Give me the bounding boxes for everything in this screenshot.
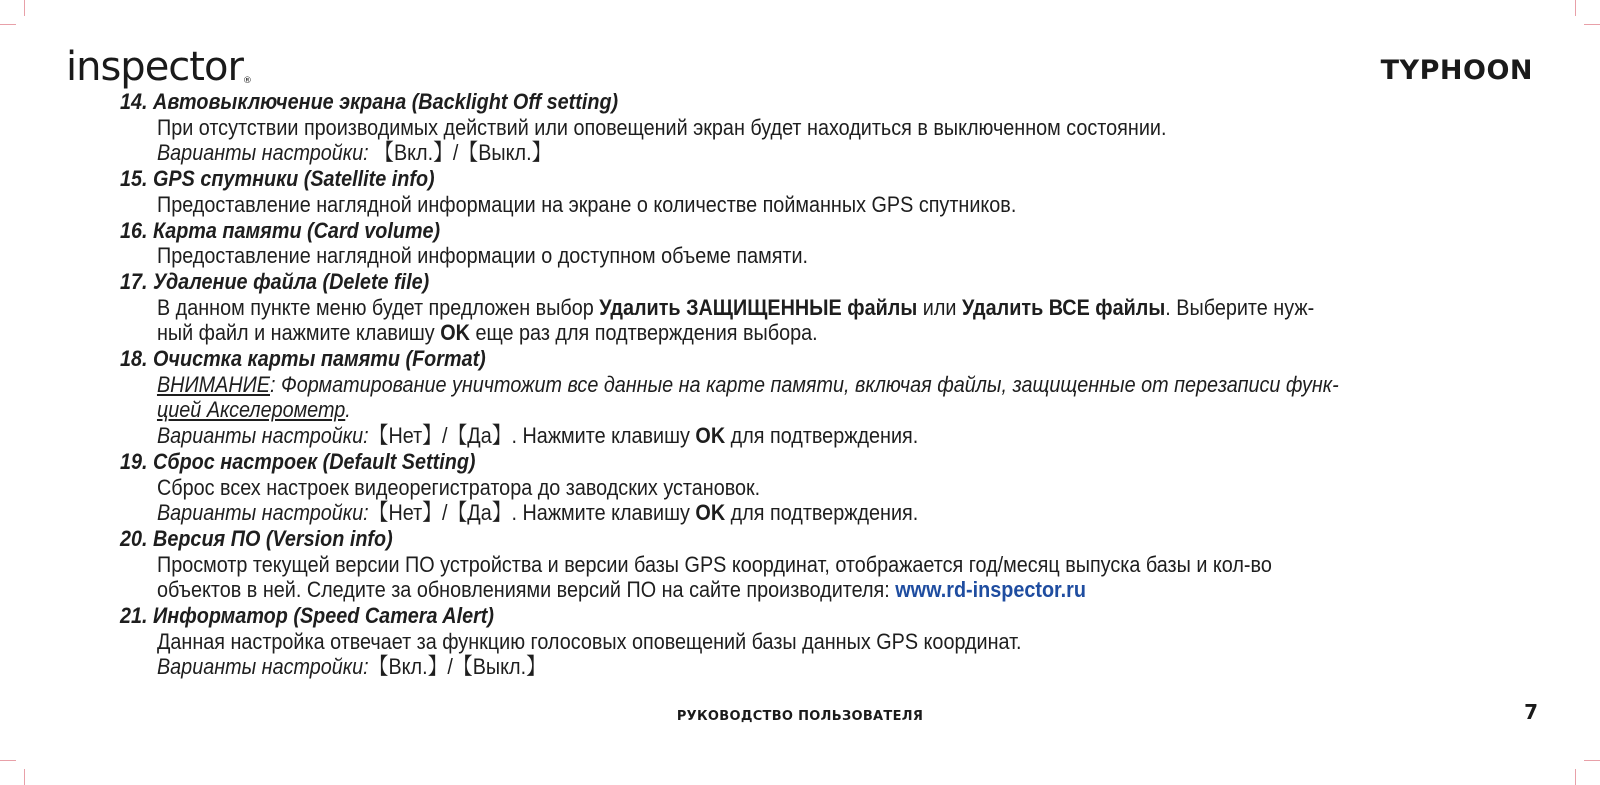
footer-label: РУКОВОДСТВО ПОЛЬЗОВАТЕЛЯ <box>676 709 924 724</box>
item-options-default-setting: Варианты настройки:【Нет】/【Да】. Нажмите клавишу OK для подтверждения. <box>156 500 919 526</box>
item-desc-version-line2: объектов в ней. Следите за обновлениями версий ПО на сайте производителя: www.rd-inspector.ru <box>156 577 1086 603</box>
item-desc-delete-file-line2: ный файл и нажмите клавишу OK еще раз для подтверждения выбора. <box>156 320 818 346</box>
item-title-speed-camera: 21. Информатор (Speed Camera Alert) <box>120 603 494 629</box>
item-options-backlight: Варианты настройки: 【Вкл.】/【Выкл.】 <box>156 140 552 166</box>
page-number: 7 <box>1524 700 1538 724</box>
menu-items-section <box>120 89 1535 680</box>
item-desc-speed-camera: Данная настройка отвечает за функцию голосовых оповещений базы данных GPS координат. <box>156 628 1022 654</box>
item-title-default-setting: 19. Сброс настроек (Default Setting) <box>120 448 476 474</box>
model-name: TYPHOON <box>1380 55 1533 86</box>
item-title-format: 18. Очистка карты памяти (Format) <box>120 346 486 372</box>
item-title-satellite: 15. GPS спутники (Satellite info) <box>120 166 435 192</box>
crop-mark-bottom-left-h <box>0 760 16 761</box>
item-title-version: 20. Версия ПО (Version info) <box>120 525 393 551</box>
manufacturer-website-link[interactable]: www.rd-inspector.ru <box>895 577 1086 603</box>
crop-mark-bottom-right-h <box>1584 760 1600 761</box>
crop-mark-bottom-right-v <box>1575 769 1576 785</box>
item-options-speed-camera: Варианты настройки:【Вкл.】/【Выкл.】 <box>156 654 546 680</box>
item-warning-format-line2: цией Акселерометр. <box>156 397 351 423</box>
item-desc-delete-file-line1: В данном пункте меню будет предложен выбор Удалить ЗАЩИЩЕННЫЕ файлы или Удалить ВСЕ файлы. Выберите нуж- <box>156 294 1315 320</box>
item-options-format: Варианты настройки:【Нет】/【Да】. Нажмите клавишу OK для подтверждения. <box>156 423 919 449</box>
item-desc-satellite: Предоставление наглядной информации на экране о количестве пойманных GPS спутников. <box>156 191 1017 217</box>
item-desc-default-setting: Сброс всех настроек видеорегистратора до заводских установок. <box>156 474 761 500</box>
crop-mark-top-right-v <box>1575 0 1576 16</box>
brand-name: inspector <box>66 44 243 90</box>
item-title-delete-file: 17. Удаление файла (Delete file) <box>120 268 430 294</box>
crop-mark-top-left-h <box>0 24 16 25</box>
item-desc-backlight: При отсутствии производимых действий или оповещений экран будет находиться в выключенном состоянии. <box>156 114 1167 140</box>
item-title-card-volume: 16. Карта памяти (Card volume) <box>120 217 441 243</box>
registered-mark: ® <box>242 76 251 86</box>
warning-label: ВНИМАНИЕ <box>156 371 270 397</box>
item-desc-card-volume: Предоставление наглядной информации о доступном объеме памяти. <box>156 243 809 269</box>
brand-logo <box>66 44 251 90</box>
item-title-backlight: 14. Автовыключение экрана (Backlight Off setting) <box>120 89 619 114</box>
crop-mark-bottom-left-v <box>24 769 25 785</box>
crop-mark-top-left-v <box>24 0 25 16</box>
crop-mark-top-right-h <box>1584 24 1600 25</box>
item-warning-format-line1: ВНИМАНИЕ: Форматирование уничтожит все данные на карте памяти, включая файлы, защищенные от перезаписи функ- <box>156 371 1339 397</box>
item-desc-version-line1: Просмотр текущей версии ПО устройства и версии базы GPS координат, отображается год/месяц выпуска базы и кол-во <box>156 551 1272 577</box>
